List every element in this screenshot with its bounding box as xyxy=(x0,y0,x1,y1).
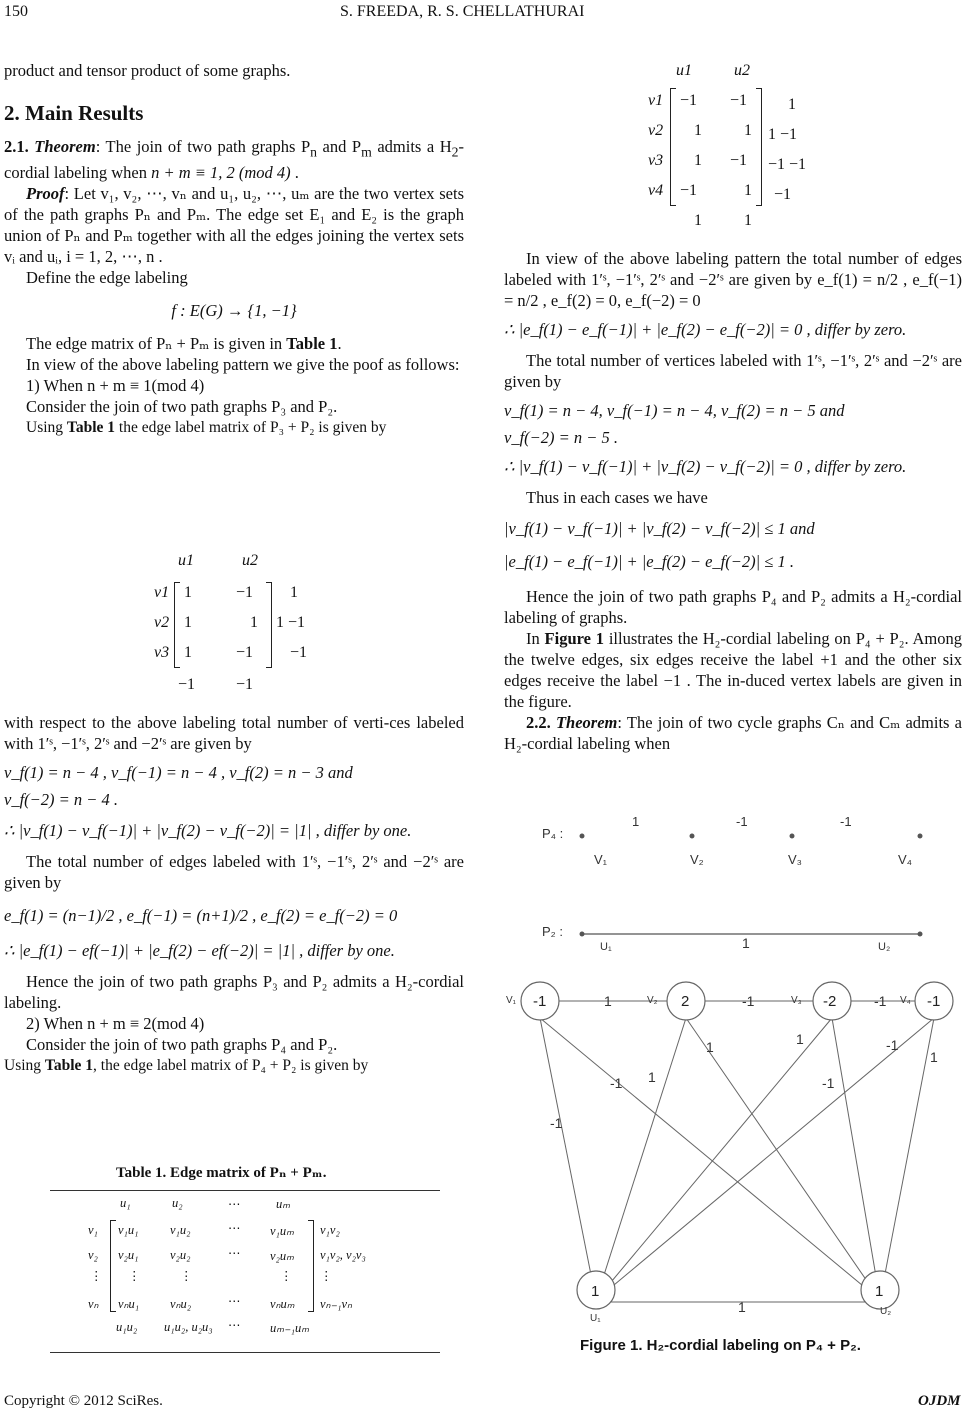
table-side: vₙ₋₁vₙ xyxy=(320,1297,353,1311)
right-column xyxy=(504,248,962,754)
join-edge-label: 1 xyxy=(648,1069,656,1085)
matrix-cell: 1 xyxy=(694,152,702,169)
matrix-cell: 1 xyxy=(184,644,192,661)
table-cell: v₁u₂ xyxy=(170,1223,191,1237)
node-v2 xyxy=(647,982,705,1020)
table-cell: v₂u₂ xyxy=(170,1248,191,1262)
join-edge-label: 1 xyxy=(930,1049,938,1065)
p4-vertex-dot xyxy=(690,834,695,839)
p2-vertex-dot xyxy=(580,932,585,937)
matrix-row-label: v1 xyxy=(154,584,170,601)
hence-2: Hence the join of two path graphs P₄ and P₂ admits a H₂-cordial labeling of graphs. xyxy=(504,587,962,627)
table-row-label: vₙ xyxy=(88,1297,99,1311)
matrix-bottom: 1 xyxy=(744,212,752,229)
join-edge-label: -1 xyxy=(886,1037,899,1053)
table-bottom: u₁u₂ xyxy=(116,1320,138,1334)
figure-intro: In Figure 1 illustrates the H₂-cordial labeling on P₄ + P₂. Among the twelve edges, six edges receive the label +1 and the other six edges receive the label −1 . The in-duced vertex labels are given in the figure. xyxy=(504,629,962,711)
p4-label: P₄ : xyxy=(542,826,564,841)
table-bottom: uₘ₋₁uₘ xyxy=(270,1321,310,1335)
top-edge-label: -1 xyxy=(874,993,887,1009)
svg-text:U₂: U₂ xyxy=(880,1306,892,1317)
p4-vertex-dot xyxy=(918,834,923,839)
matrix-bottom: −1 xyxy=(236,676,254,693)
svg-text:-2: -2 xyxy=(823,993,837,1010)
intro-text: product and tensor product of some graphs. xyxy=(4,61,291,80)
define-text: Define the edge labeling xyxy=(26,268,188,288)
table-cell: v₁uₘ xyxy=(270,1224,294,1238)
svg-text:1: 1 xyxy=(591,1283,600,1300)
view-edges-text: In view of the above labeling pattern the total number of edges labeled with 1′ˢ, −1′ˢ, 2′ˢ and −2′ˢ are given by e_f(1) = n/2 , e_f(−1) = n/2 , e_f(2) = 0, e_f(−2) = 0 xyxy=(504,249,962,310)
v-diff-line: ∴ |v_f(1) − v_f(−1)| + |v_f(2) − v_f(−2)| = |1| , differ by one. xyxy=(4,821,412,840)
table-cell: v₂uₘ xyxy=(270,1249,294,1263)
table-row-label: ⋮ xyxy=(90,1269,103,1283)
matrix-cell: −1 xyxy=(236,644,254,661)
table-side: v₁v₂ xyxy=(320,1223,340,1237)
p2-vertex-label: U₂ xyxy=(878,941,891,953)
matrix-cell: 1 xyxy=(744,122,752,139)
table-cell: ⋮ xyxy=(280,1269,293,1283)
table-bottom: ⋯ xyxy=(228,1318,241,1332)
table-col-label: u₂ xyxy=(172,1196,183,1210)
table-cell: ⋯ xyxy=(228,1294,241,1308)
svg-text:2: 2 xyxy=(681,993,690,1010)
svg-text:-1: -1 xyxy=(927,993,941,1010)
matrix-col-label: u2 xyxy=(734,62,750,79)
matrix-cell: 1 xyxy=(184,584,192,601)
p4-vertex-label: V₃ xyxy=(788,852,802,867)
p2-label: P₂ : xyxy=(542,924,563,939)
table-1-matrix xyxy=(88,1196,438,1346)
matrix-cell: 1 xyxy=(744,182,752,199)
respect-text: with respect to the above labeling total number of verti-ces labeled with 1′ˢ, −1′ˢ, 2′ˢ and −2′ˢ are given by xyxy=(4,713,464,753)
p4-edge-label: -1 xyxy=(736,814,748,829)
matrix-cell: 1 xyxy=(694,122,702,139)
node-v3 xyxy=(791,982,851,1020)
matrix-side: 1 xyxy=(788,96,796,113)
matrix-col-label: u1 xyxy=(178,552,194,569)
figure-1 xyxy=(500,800,964,1345)
table-cell: vₙuₘ xyxy=(270,1297,295,1311)
p4-vertex-label: V₂ xyxy=(690,852,704,867)
table-1-caption: Table 1. Edge matrix of Pₙ + Pₘ. xyxy=(116,1165,327,1181)
table-cell: v₁u₁ xyxy=(118,1223,139,1237)
running-title: S. FREEDA, R. S. CHELLATHURAI xyxy=(340,3,585,20)
vf-line-3: v_f(1) = n − 4, v_f(−1) = n − 4, v_f(2) = n − 5 and xyxy=(504,401,845,420)
svg-text:V₂: V₂ xyxy=(647,995,658,1006)
matrix-row-label: v2 xyxy=(648,122,664,139)
footer-copyright: Copyright © 2012 SciRes. xyxy=(4,1393,163,1409)
table-cell: v₂u₁ xyxy=(118,1248,139,1262)
using-1: Using Table 1 the edge label matrix of P₃ + P₂ is given by xyxy=(26,419,387,437)
top-edge-label: -1 xyxy=(742,993,755,1009)
page-number: 150 xyxy=(4,3,28,20)
case-2: 2) When n + m ≡ 2(mod 4) xyxy=(26,1014,205,1033)
join-edge-label: 1 xyxy=(706,1039,714,1055)
p4-vertex-dot xyxy=(790,834,795,839)
e-diff-line: ∴ |e_f(1) − ef(−1)| + |e_f(2) − ef(−2)| = |1| , differ by one. xyxy=(4,941,395,960)
node-u1 xyxy=(577,1271,615,1324)
ef-line: e_f(1) = (n−1)/2 , e_f(−1) = (n+1)/2 , e_f(2) = e_f(−2) = 0 xyxy=(4,906,398,925)
svg-text:1: 1 xyxy=(875,1283,884,1300)
e-diff-line-2: ∴ |e_f(1) − e_f(−1)| + |e_f(2) − e_f(−2)| = 0 , differ by zero. xyxy=(504,320,907,339)
matrix-p4-p2 xyxy=(648,62,848,242)
inequality-1: |v_f(1) − v_f(−1)| + |v_f(2) − v_f(−2)| ≤ 1 and xyxy=(504,519,815,538)
matrix-row-label: v3 xyxy=(648,152,664,169)
table-row-label: v₁ xyxy=(88,1223,98,1237)
matrix-cell: −1 xyxy=(730,92,748,109)
svg-text:V₃: V₃ xyxy=(791,995,802,1006)
edge-matrix-line: The edge matrix of Pₙ + Pₘ is given in Table 1. xyxy=(26,334,342,354)
matrix-p3-p2 xyxy=(150,552,350,702)
matrix-row-label: v2 xyxy=(154,614,170,631)
table-top-rule xyxy=(50,1190,440,1191)
table-cell: ⋯ xyxy=(228,1221,241,1235)
matrix-cell: 1 xyxy=(250,614,258,631)
matrix-cell: −1 xyxy=(680,92,698,109)
svg-text:V₄: V₄ xyxy=(900,995,911,1006)
join-edge-label: -1 xyxy=(610,1075,623,1091)
join-edge-label: -1 xyxy=(822,1075,835,1091)
p4-vertex-label: V₁ xyxy=(594,852,608,867)
edges-total-text: The total number of edges labeled with 1′ˢ, −1′ˢ, 2′ˢ and −2′ˢ are given by xyxy=(4,852,464,892)
node-v1 xyxy=(506,982,559,1020)
section-title: 2. Main Results xyxy=(4,101,144,125)
p4-vertex-label: V₄ xyxy=(898,852,912,867)
table-bottom-rule xyxy=(50,1352,440,1353)
p2-vertex-label: U₁ xyxy=(600,941,612,953)
table-row-label: v₂ xyxy=(88,1248,98,1262)
figure-1-caption: Figure 1. H₂-cordial labeling on P₄ + P₂. xyxy=(580,1337,861,1354)
inequality-2: |e_f(1) − e_f(−1)| + |e_f(2) − e_f(−2)| ≤ 1 . xyxy=(504,552,794,571)
theorem-22: 2.2. Theorem: The join of two cycle graphs Cₙ and Cₘ admits a H₂-cordial labeling when xyxy=(504,713,963,753)
thus-text: Thus in each cases we have xyxy=(526,488,708,507)
matrix-row-label: v1 xyxy=(648,92,664,109)
table-col-label: ⋯ xyxy=(228,1197,241,1211)
using-2: Using Table 1, the edge label matrix of P₄ + P₂ is given by xyxy=(4,1057,369,1074)
consider-2: Consider the join of two path graphs P₄ and P₂. xyxy=(26,1035,338,1054)
table-cell: ⋮ xyxy=(180,1269,193,1283)
table-cell: vₙu₁ xyxy=(118,1297,140,1311)
node-u2 xyxy=(861,1271,899,1317)
vf-line-1: v_f(1) = n − 4 , v_f(−1) = n − 4 , v_f(2) = n − 3 and xyxy=(4,763,353,782)
p2-vertex-dot xyxy=(918,932,923,937)
left-column xyxy=(4,60,464,438)
matrix-col-label: u2 xyxy=(242,552,258,569)
svg-text:U₁: U₁ xyxy=(590,1313,601,1324)
hence-1: Hence the join of two path graphs P₃ and P₂ admits a H₂-cordial labeling. xyxy=(4,972,464,1012)
table-side: ⋮ xyxy=(320,1269,333,1283)
matrix-cell: −1 xyxy=(730,152,748,169)
proof-text: Proof: Let v₁, v₂, ⋯, vₙ and u₁, u₂, ⋯, uₘ are the two vertex sets of the path graphs Pₙ and Pₘ. The edge set E₁ and E₂ is the graph union of Pₙ and Pₘ together with all the edges joining the vertex sets vᵢ and uᵢ, i = 1, 2, ⋯, n . xyxy=(4,184,464,267)
matrix-bottom: 1 xyxy=(694,212,702,229)
theorem-21: 2.1. Theorem: The join of two path graphs $P_n$ and $P_m$ admits a $H_2$-cordial labeling when n + m ≡ 1, 2 (mod 4) . xyxy=(4,137,465,183)
node-v4 xyxy=(900,982,953,1020)
bottom-edge-label: 1 xyxy=(738,1299,746,1315)
matrix-cell: −1 xyxy=(236,584,254,601)
matrix-side: −1 xyxy=(290,644,308,661)
p2-edge-label: 1 xyxy=(742,935,750,951)
vertices-total-text: The total number of vertices labeled with 1′ˢ, −1′ˢ, 2′ˢ and −2′ˢ are given by xyxy=(504,351,962,391)
footer-journal: OJDM xyxy=(918,1393,961,1409)
join-edge-label: 1 xyxy=(796,1031,804,1047)
view-line: In view of the above labeling pattern we give the poof as follows: xyxy=(26,355,460,375)
vf-line-2: v_f(−2) = n − 4 . xyxy=(4,790,119,809)
matrix-cell: 1 xyxy=(184,614,192,631)
f-definition: f : E(G) → {1, −1} xyxy=(171,301,297,321)
v-diff-line-2: ∴ |v_f(1) − v_f(−1)| + |v_f(2) − v_f(−2)| = 0 , differ by zero. xyxy=(504,457,907,476)
svg-text:V₁: V₁ xyxy=(506,995,517,1006)
table-cell: ⋮ xyxy=(128,1269,141,1283)
p4-vertex-dot xyxy=(580,834,585,839)
matrix-side: −1 xyxy=(774,186,792,203)
table-col-label: u₁ xyxy=(120,1196,131,1210)
left-column-2 xyxy=(4,712,464,1076)
table-cell: ⋯ xyxy=(228,1246,241,1260)
matrix-side: 1 −1 xyxy=(768,126,798,143)
matrix-row-label: v3 xyxy=(154,644,170,661)
table-cell: vₙu₂ xyxy=(170,1297,192,1311)
table-bottom: u₁u₂, u₂u₃ xyxy=(164,1320,213,1334)
matrix-side: 1 xyxy=(290,584,298,601)
svg-text:-1: -1 xyxy=(533,993,547,1010)
join-edge-label: -1 xyxy=(550,1115,563,1131)
matrix-col-label: u1 xyxy=(676,62,692,79)
matrix-bottom: −1 xyxy=(178,676,196,693)
join-edges xyxy=(540,1018,934,1300)
table-side: v₁v₂, v₂v₃ xyxy=(320,1248,366,1262)
matrix-cell: −1 xyxy=(680,182,698,199)
p4-edge-label: -1 xyxy=(840,814,852,829)
vf-line-4: v_f(−2) = n − 5 . xyxy=(504,428,619,447)
matrix-side: 1 −1 xyxy=(276,614,306,631)
consider-1: Consider the join of two path graphs P₃ and P₂. xyxy=(26,397,338,417)
matrix-row-label: v4 xyxy=(648,182,664,199)
case-1: 1) When n + m ≡ 1(mod 4) xyxy=(26,376,205,396)
table-col-label: uₘ xyxy=(276,1197,291,1211)
matrix-side: −1 −1 xyxy=(768,156,807,173)
top-edge-label: 1 xyxy=(604,993,612,1009)
p4-edge-label: 1 xyxy=(632,814,640,829)
